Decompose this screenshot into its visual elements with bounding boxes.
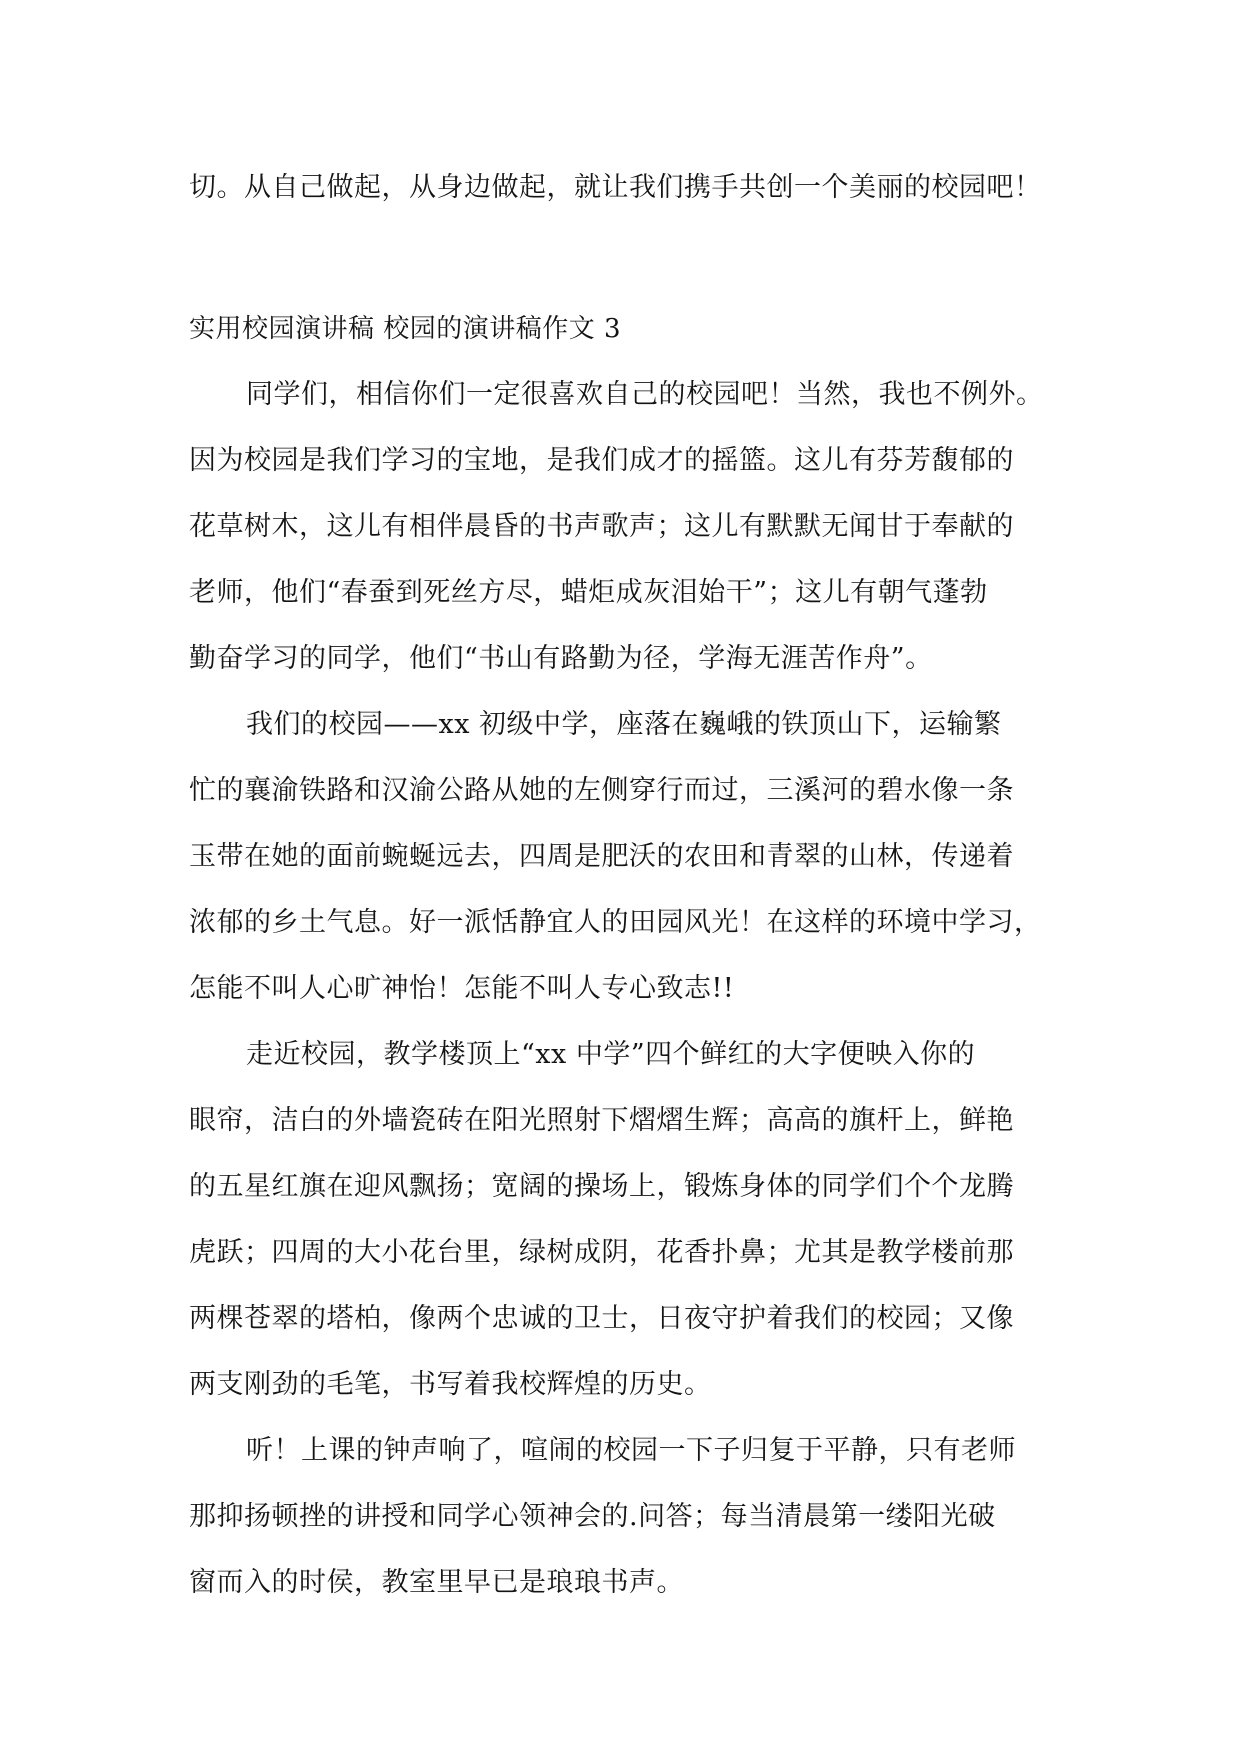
paragraph-line: 怎能不叫人心旷神怡！怎能不叫人专心致志!! [189, 973, 735, 1004]
paragraph-line: 两支刚劲的毛笔，书写着我校辉煌的历史。 [189, 1369, 712, 1400]
paragraph-line: 花草树木，这儿有相伴晨昏的书声歌声；这儿有默默无闻甘于奉献的 [189, 511, 1014, 542]
paragraph-1 [189, 362, 1059, 692]
paragraph-line: 老师，他们“春蚕到死丝方尽，蜡炬成灰泪始干”；这儿有朝气蓬勃 [189, 577, 988, 608]
paragraph-line: 因为校园是我们学习的宝地，是我们成才的摇篮。这儿有芬芳馥郁的 [189, 445, 1014, 476]
paragraph-line: 同学们，相信你们一定很喜欢自己的校园吧！当然，我也不例外。 [246, 379, 1044, 410]
paragraph-line: 眼帘，洁白的外墙瓷砖在阳光照射下熠熠生辉；高高的旗杆上，鲜艳 [189, 1105, 1014, 1136]
paragraph-line: 那抑扬顿挫的讲授和同学心领神会的.问答；每当清晨第一缕阳光破 [189, 1501, 996, 1532]
paragraph-line: 勤奋学习的同学，他们“书山有路勤为径，学海无涯苦作舟”。 [189, 643, 933, 674]
paragraph-line: 听！上课的钟声响了，喧闹的校园一下子归复于平静，只有老师 [246, 1435, 1016, 1466]
paragraph-4 [189, 1418, 1059, 1616]
paragraph-line: 玉带在她的面前蜿蜒远去，四周是肥沃的农田和青翠的山林，传递着 [189, 841, 1014, 872]
paragraph-2 [189, 692, 1059, 1022]
paragraph-3 [189, 1022, 1059, 1418]
section-gap [189, 221, 1059, 296]
paragraph-line: 虎跃；四周的大小花台里，绿树成阴，花香扑鼻；尤其是教学楼前那 [189, 1237, 1014, 1268]
paragraph-line: 窗而入的时侯，教室里早已是琅琅书声。 [189, 1567, 684, 1598]
paragraph-line: 我们的校园——xx 初级中学，座落在巍峨的铁顶山下，运输繁 [246, 709, 1002, 740]
paragraph-line: 的五星红旗在迎风飘扬；宽阔的操场上，锻炼身体的同学们个个龙腾 [189, 1171, 1014, 1202]
intro-line: 切。从自己做起，从身边做起，就让我们携手共创一个美丽的校园吧！ [189, 172, 1042, 203]
paragraph-line: 两棵苍翠的塔柏，像两个忠诚的卫士，日夜守护着我们的校园；又像 [189, 1303, 1014, 1334]
document-body [189, 155, 1059, 1616]
paragraph-line: 浓郁的乡土气息。好一派恬静宜人的田园风光！在这样的环境中学习， [189, 907, 1042, 938]
paragraph-line: 忙的襄渝铁路和汉渝公路从她的左侧穿行而过，三溪河的碧水像一条 [189, 775, 1014, 806]
paragraph-line: 走近校园，教学楼顶上“xx 中学”四个鲜红的大字便映入你的 [246, 1039, 976, 1070]
section-heading: 实用校园演讲稿 校园的演讲稿作文 3 [189, 314, 622, 344]
